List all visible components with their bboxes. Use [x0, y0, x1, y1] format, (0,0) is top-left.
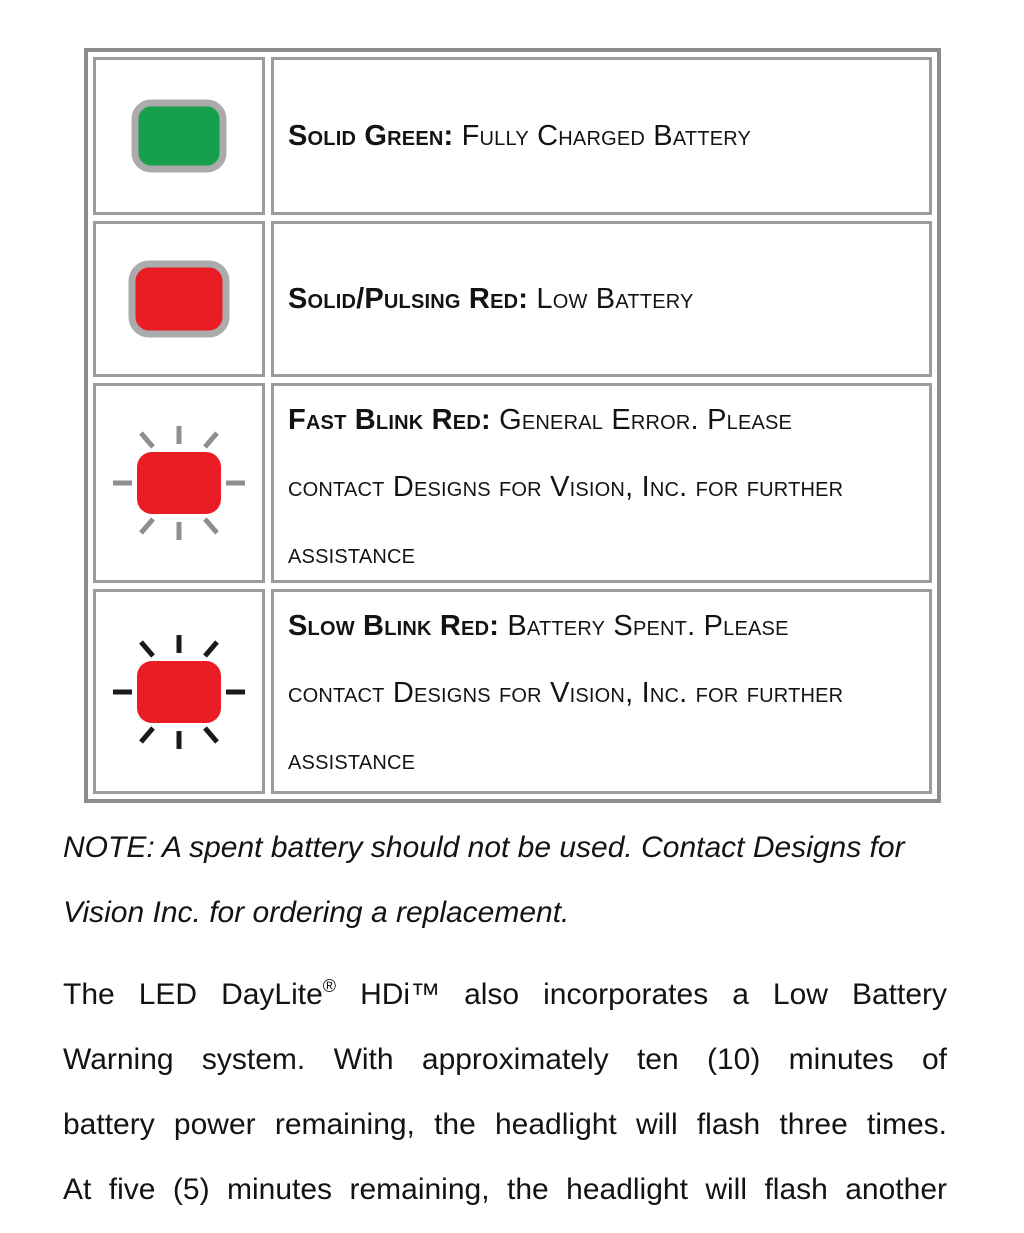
- status-label: Fast Blink Red:: [288, 404, 491, 436]
- body-text: The LED DayLite: [63, 978, 323, 1011]
- note-line: Vision Inc. for ordering a replacement.: [63, 896, 570, 929]
- table-row-text-line: [288, 593, 915, 660]
- solid-red-led-icon: [128, 260, 230, 338]
- table-row: [93, 589, 932, 794]
- table-row: [93, 221, 932, 377]
- body-line: Warning system. With approximately ten (10) minutes of: [63, 1043, 947, 1076]
- led-description-cell: [271, 57, 932, 215]
- led-indicator-cell: [93, 221, 265, 377]
- led-indicator-cell: [93, 589, 265, 794]
- body-paragraph: [63, 962, 947, 1222]
- led-description-cell: [271, 383, 932, 583]
- body-line: At five (5) minutes remaining, the headlight will flash another: [63, 1173, 947, 1206]
- status-description: Low Battery: [528, 282, 694, 315]
- table-row: [93, 383, 932, 583]
- body-line: battery power remaining, the headlight will flash three times.: [63, 1108, 947, 1141]
- table-row-text-line: assistance: [288, 744, 416, 776]
- status-description: General Error. Please: [490, 404, 793, 436]
- table-row-text-line: assistance: [288, 538, 416, 570]
- led-indicator-cell: [93, 383, 265, 583]
- slow-blink-red-led-icon: [104, 629, 254, 755]
- status-label: Solid Green:: [288, 119, 454, 152]
- note-line: NOTE: A spent battery should not be used. Contact Designs for: [63, 831, 905, 864]
- status-label: Solid/Pulsing Red:: [288, 282, 529, 315]
- solid-green-led-icon: [131, 99, 227, 173]
- body-text: HDi™ also incorporates a Low Battery: [336, 978, 947, 1011]
- status-label: Slow Blink Red:: [288, 610, 500, 642]
- led-indicator-cell: [93, 57, 265, 215]
- table-row-text-line: [288, 387, 915, 454]
- registered-trademark-symbol: ®: [322, 976, 337, 996]
- led-description-cell: [271, 589, 932, 794]
- led-description-cell: [271, 221, 932, 377]
- status-description: Fully Charged Battery: [453, 119, 752, 152]
- body-line: [63, 962, 947, 1027]
- table-row-text-line: [288, 266, 694, 333]
- led-status-table: [84, 48, 941, 803]
- fast-blink-red-led-icon: [104, 420, 254, 546]
- note-paragraph: [63, 815, 953, 945]
- table-row-text-line: [288, 103, 751, 170]
- table-row-text-line: contact Designs for Vision, Inc. for further: [288, 471, 844, 503]
- status-description: Battery Spent. Please: [499, 610, 789, 642]
- table-row: [93, 57, 932, 215]
- table-row-text-line: contact Designs for Vision, Inc. for further: [288, 677, 844, 709]
